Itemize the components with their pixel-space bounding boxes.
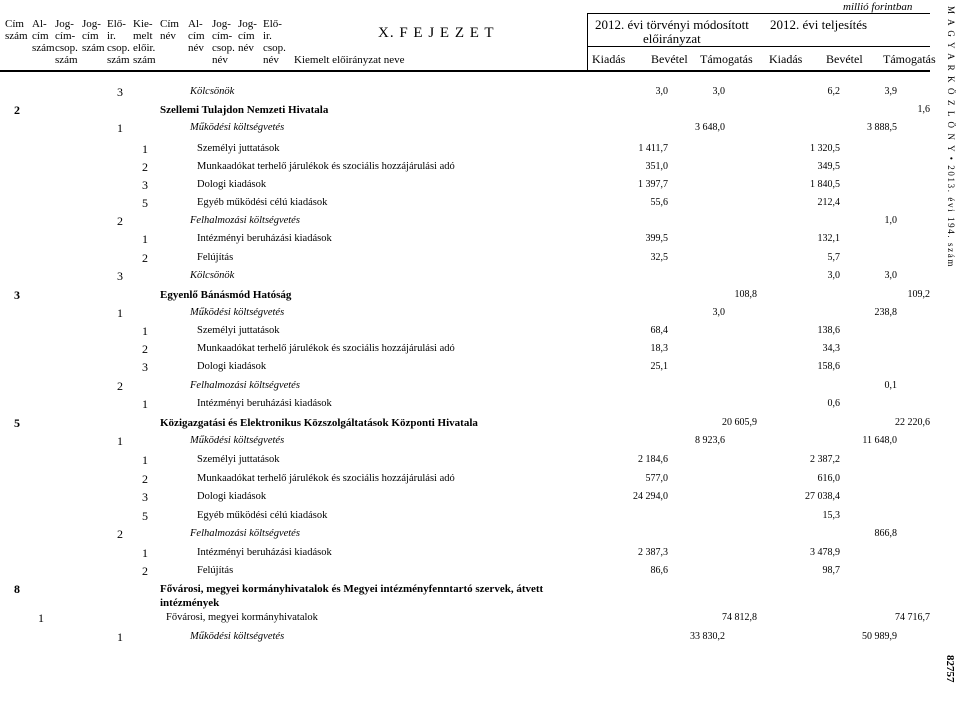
- page-number: 82757: [944, 655, 956, 683]
- column-header-line: Jog-: [55, 18, 74, 30]
- row-index-eloir: 3: [142, 360, 148, 374]
- column-header-line: Al-: [32, 18, 47, 30]
- value-cell: 616,0: [817, 473, 840, 484]
- column-header-line: cím: [238, 30, 255, 42]
- row-index-eloir: 2: [142, 342, 148, 356]
- column-header-line: csop.: [107, 42, 130, 54]
- group2-title: 2012. évi teljesítés: [770, 17, 868, 32]
- value-cell: 577,0: [645, 473, 668, 484]
- column-header-line: Elő-: [263, 18, 282, 30]
- column-header-line: Jog-: [82, 18, 101, 30]
- column-header-line: szám: [82, 42, 105, 54]
- row-label: Működési költségvetés: [190, 435, 285, 446]
- sub-column-header: Támogatás: [883, 52, 936, 66]
- sub-column-header: Bevétel: [826, 52, 863, 66]
- column-header-line: szám: [133, 54, 156, 66]
- value-cell: 50 989,9: [862, 631, 897, 642]
- row-index-eloir: 3: [142, 178, 148, 192]
- row-label: Dologi kiadások: [197, 361, 267, 372]
- column-header-line: csop.: [263, 42, 286, 54]
- row-index-kiemelt: 1: [117, 306, 123, 320]
- column-header-line: melt: [133, 30, 153, 42]
- value-cell: 866,8: [874, 528, 897, 539]
- unit-note: millió forintban: [843, 1, 913, 13]
- row-label: Működési költségvetés: [190, 631, 285, 642]
- value-cell: 68,4: [650, 325, 668, 336]
- column-header-line: ir.: [263, 30, 272, 42]
- value-cell: 1 320,5: [810, 143, 840, 154]
- row-label: Felújítás: [197, 252, 234, 263]
- column-header-line: név: [238, 42, 254, 54]
- row-index-kiemelt: 3: [117, 269, 123, 283]
- value-cell: 32,5: [650, 252, 668, 263]
- row-index-kiemelt: 1: [117, 630, 123, 644]
- row-index-kiemelt: 3: [117, 85, 123, 99]
- column-header-line: név: [188, 42, 204, 54]
- value-cell: 3,0: [712, 86, 725, 97]
- value-cell: 3 478,9: [810, 547, 840, 558]
- row-index-eloir: 2: [142, 251, 148, 265]
- column-header-line: Al-: [188, 18, 203, 30]
- row-index-kiemelt: 1: [117, 434, 123, 448]
- row-label: Személyi juttatások: [197, 325, 280, 336]
- row-index-eloir: 1: [142, 453, 148, 467]
- column-header-line: név: [212, 54, 228, 66]
- row-label: Felhalmozási költségvetés: [190, 215, 300, 226]
- column-header-line: szám: [5, 30, 28, 42]
- column-header-line: cím-: [55, 30, 76, 42]
- value-cell: 11 648,0: [862, 435, 897, 446]
- row-index-eloir: 1: [142, 397, 148, 411]
- value-cell: 5,7: [827, 252, 840, 263]
- column-header-line: Cím: [160, 18, 179, 30]
- row-index-cim: 8: [14, 582, 20, 596]
- column-header-line: szám: [32, 42, 55, 54]
- row-index-eloir: 1: [142, 546, 148, 560]
- value-cell: 2 387,3: [638, 547, 668, 558]
- value-cell: 1 840,5: [810, 179, 840, 190]
- value-cell: 158,6: [817, 361, 840, 372]
- group1-title-line2: előirányzat: [643, 31, 701, 46]
- value-cell: 27 038,4: [805, 491, 840, 502]
- value-cell: 86,6: [650, 565, 668, 576]
- row-label: Felújítás: [197, 565, 234, 576]
- value-cell: 34,3: [822, 343, 840, 354]
- row-label: Személyi juttatások: [197, 143, 280, 154]
- chapter-title: X. F E J E Z E T: [378, 25, 495, 41]
- row-index-cim: 3: [14, 288, 20, 302]
- header-rule-bottom: [0, 70, 930, 72]
- sub-column-header: Bevétel: [651, 52, 688, 66]
- column-header-line: cím-: [212, 30, 233, 42]
- column-header-line: név: [263, 54, 279, 66]
- value-cell: 238,8: [874, 307, 897, 318]
- header-rule-vert: [587, 13, 588, 71]
- column-header-line: Kie-: [133, 18, 153, 30]
- row-index-eloir: 2: [142, 564, 148, 578]
- row-label: Egyenlő Bánásmód Hatóság: [160, 289, 292, 301]
- row-label: Egyéb működési célú kiadások: [197, 510, 328, 521]
- row-index-alcim: 1: [38, 611, 44, 625]
- value-cell: 8 923,6: [695, 435, 725, 446]
- row-label: Intézményi beruházási kiadások: [197, 233, 332, 244]
- row-index-eloir: 5: [142, 509, 148, 523]
- row-label: Felhalmozási költségvetés: [190, 380, 300, 391]
- row-index-eloir: 2: [142, 160, 148, 174]
- row-index-eloir: 3: [142, 490, 148, 504]
- row-index-cim: 2: [14, 103, 20, 117]
- value-cell: 74 812,8: [722, 612, 757, 623]
- value-cell: 2 387,2: [810, 454, 840, 465]
- row-label: Szellemi Tulajdon Nemzeti Hivatala: [160, 104, 329, 116]
- sub-column-header: Támogatás: [700, 52, 753, 66]
- value-cell: 108,8: [734, 289, 757, 300]
- value-cell: 1 411,7: [638, 143, 668, 154]
- row-label: Működési költségvetés: [190, 307, 285, 318]
- value-cell: 6,2: [827, 86, 840, 97]
- row-label: Személyi juttatások: [197, 454, 280, 465]
- column-header-line: ir.: [107, 30, 116, 42]
- value-cell: 25,1: [650, 361, 668, 372]
- column-header-line: cím: [188, 30, 205, 42]
- value-cell: 22 220,6: [895, 417, 930, 428]
- row-label: Intézményi beruházási kiadások: [197, 398, 332, 409]
- column-header-line: Jog-: [238, 18, 257, 30]
- value-cell: 15,3: [822, 510, 840, 521]
- row-index-eloir: 5: [142, 196, 148, 210]
- row-label: Működési költségvetés: [190, 122, 285, 133]
- value-cell: 212,4: [817, 197, 840, 208]
- value-cell: 3,9: [884, 86, 897, 97]
- row-label: Kölcsönök: [190, 86, 235, 97]
- row-label: Felhalmozási költségvetés: [190, 528, 300, 539]
- value-cell: 0,6: [827, 398, 840, 409]
- value-cell: 1,6: [917, 104, 930, 115]
- value-cell: 18,3: [650, 343, 668, 354]
- value-cell: 132,1: [817, 233, 840, 244]
- row-index-eloir: 1: [142, 324, 148, 338]
- row-label: Kölcsönök: [190, 270, 235, 281]
- row-index-kiemelt: 2: [117, 379, 123, 393]
- row-index-eloir: 1: [142, 142, 148, 156]
- row-index-cim: 5: [14, 416, 20, 430]
- value-cell: 138,6: [817, 325, 840, 336]
- sub-column-header: Kiadás: [769, 52, 803, 66]
- sub-column-header: Kiadás: [592, 52, 626, 66]
- value-cell: 349,5: [817, 161, 840, 172]
- kiemelt-header: Kiemelt előirányzat neve: [294, 54, 405, 66]
- value-cell: 3,0: [827, 270, 840, 281]
- value-cell: 24 294,0: [633, 491, 668, 502]
- row-label: Dologi kiadások: [197, 179, 267, 190]
- publication-running-head: M A G Y A R K Ö Z L Ö N Y • 2013. évi 194. szám: [946, 6, 956, 268]
- row-index-kiemelt: 2: [117, 527, 123, 541]
- row-label: Fővárosi, megyei kormányhivatalok: [166, 612, 318, 623]
- value-cell: 20 605,9: [722, 417, 757, 428]
- column-header-line: cím: [82, 30, 99, 42]
- group1-title: 2012. évi törvényi módosított: [595, 17, 749, 32]
- column-header-line: csop.: [212, 42, 235, 54]
- row-label: Intézményi beruházási kiadások: [197, 547, 332, 558]
- value-cell: 3 888,5: [867, 122, 897, 133]
- column-header-line: Elő-: [107, 18, 126, 30]
- value-cell: 1 397,7: [638, 179, 668, 190]
- value-cell: 399,5: [645, 233, 668, 244]
- row-label: Munkaadókat terhelő járulékok és szociális hozzájárulási adó: [197, 161, 455, 172]
- header-rule-group: [587, 46, 930, 47]
- column-header-line: előir.: [133, 42, 156, 54]
- row-index-eloir: 1: [142, 232, 148, 246]
- column-header-line: szám: [107, 54, 130, 66]
- column-header-line: szám: [55, 54, 78, 66]
- value-cell: 3,0: [884, 270, 897, 281]
- value-cell: 3,0: [655, 86, 668, 97]
- column-header-line: név: [160, 30, 176, 42]
- header-rule-top: [587, 13, 930, 14]
- column-header-line: cím: [32, 30, 49, 42]
- value-cell: 0,1: [884, 380, 897, 391]
- row-label: Közigazgatási és Elektronikus Közszolgáltatások Központi Hivatala: [160, 417, 478, 429]
- value-cell: 74 716,7: [895, 612, 930, 623]
- row-label-continuation: intézmények: [160, 597, 220, 609]
- row-index-eloir: 2: [142, 472, 148, 486]
- value-cell: 98,7: [822, 565, 840, 576]
- row-index-kiemelt: 2: [117, 214, 123, 228]
- row-label: Munkaadókat terhelő járulékok és szociális hozzájárulási adó: [197, 343, 455, 354]
- value-cell: 3 648,0: [695, 122, 725, 133]
- column-header-line: Jog-: [212, 18, 231, 30]
- value-cell: 351,0: [645, 161, 668, 172]
- value-cell: 55,6: [650, 197, 668, 208]
- row-label: Dologi kiadások: [197, 491, 267, 502]
- row-label: Egyéb működési célú kiadások: [197, 197, 328, 208]
- row-label: Fővárosi, megyei kormányhivatalok és Megyei intézményfenntartó szervek, átvett: [160, 583, 544, 595]
- value-cell: 2 184,6: [638, 454, 668, 465]
- row-index-kiemelt: 1: [117, 121, 123, 135]
- value-cell: 1,0: [884, 215, 897, 226]
- value-cell: 3,0: [712, 307, 725, 318]
- column-header-line: Cím: [5, 18, 24, 30]
- value-cell: 33 830,2: [690, 631, 725, 642]
- column-header-line: csop.: [55, 42, 78, 54]
- row-label: Munkaadókat terhelő járulékok és szociális hozzájárulási adó: [197, 473, 455, 484]
- value-cell: 109,2: [907, 289, 930, 300]
